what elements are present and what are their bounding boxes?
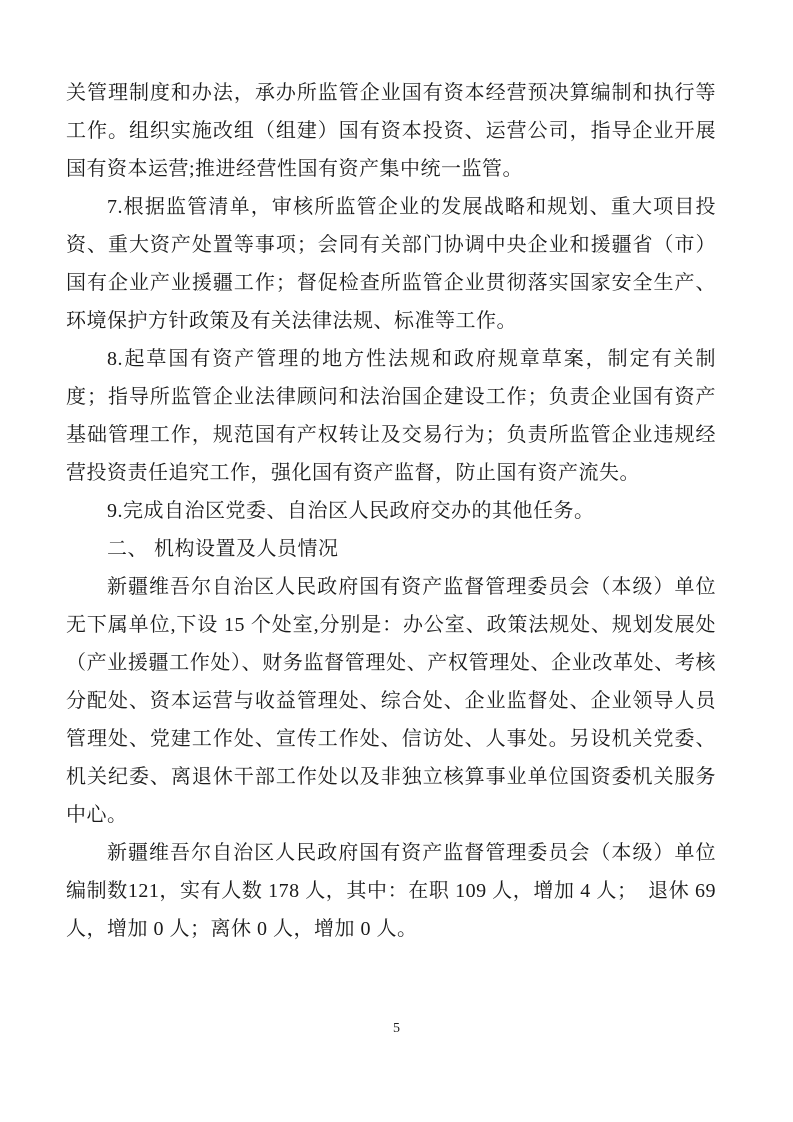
paragraph-item-9: 9.完成自治区党委、自治区人民政府交办的其他任务。: [107, 500, 595, 522]
paragraph-org-structure: 新疆维吾尔自治区人民政府国有资产监督管理委员会（本级）单位无下属单位,下设 15 个处室,分别是：办公室、政策法规处、规划发展处（产业援疆工作处）、财务监督管理处、产权管理处、企业改革处、考核分配处、资本运营与收益管理处、综合处、企业监督处、企业领导人员管理处、党建工作处、宣传工作处、信访处、人事处。另设机关党委、机关纪委、离退休干部工作处以及非独立核算事业单位国资委机关服务中心。: [66, 576, 716, 826]
section-heading: 二、 机构设置及人员情况: [107, 538, 339, 560]
document-body: [66, 74, 716, 948]
page-footer: [0, 1020, 793, 1038]
page-number: 5: [393, 1021, 400, 1036]
paragraph-item-8: 8.起草国有资产管理的地方性法规和政府规章草案，制定有关制度；指导所监管企业法律顾问和法治国企建设工作；负责企业国有资产基础管理工作，规范国有产权转让及交易行为；负责所监管企业违规经营投资责任追究工作，强化国有资产监督，防止国有资产流失。: [66, 348, 716, 484]
paragraph-continuation: 关管理制度和办法，承办所监管企业国有资本经营预决算编制和执行等工作。组织实施改组（组建）国有资本投资、运营公司，指导企业开展国有资本运营;推进经营性国有资产集中统一监管。: [66, 82, 716, 180]
paragraph-item-7: 7.根据监管清单，审核所监管企业的发展战略和规划、重大项目投资、重大资产处置等事项；会同有关部门协调中央企业和援疆省（市）国有企业产业援疆工作；督促检查所监管企业贯彻落实国家安全生产、环境保护方针政策及有关法律法规、标准等工作。: [66, 196, 716, 332]
paragraph-staffing: 新疆维吾尔自治区人民政府国有资产监督管理委员会（本级）单位编制数121，实有人数 178 人，其中：在职 109 人，增加 4 人； 退休 69 人，增加 0 人；离休 0 人，增加 0 人。: [66, 842, 716, 940]
